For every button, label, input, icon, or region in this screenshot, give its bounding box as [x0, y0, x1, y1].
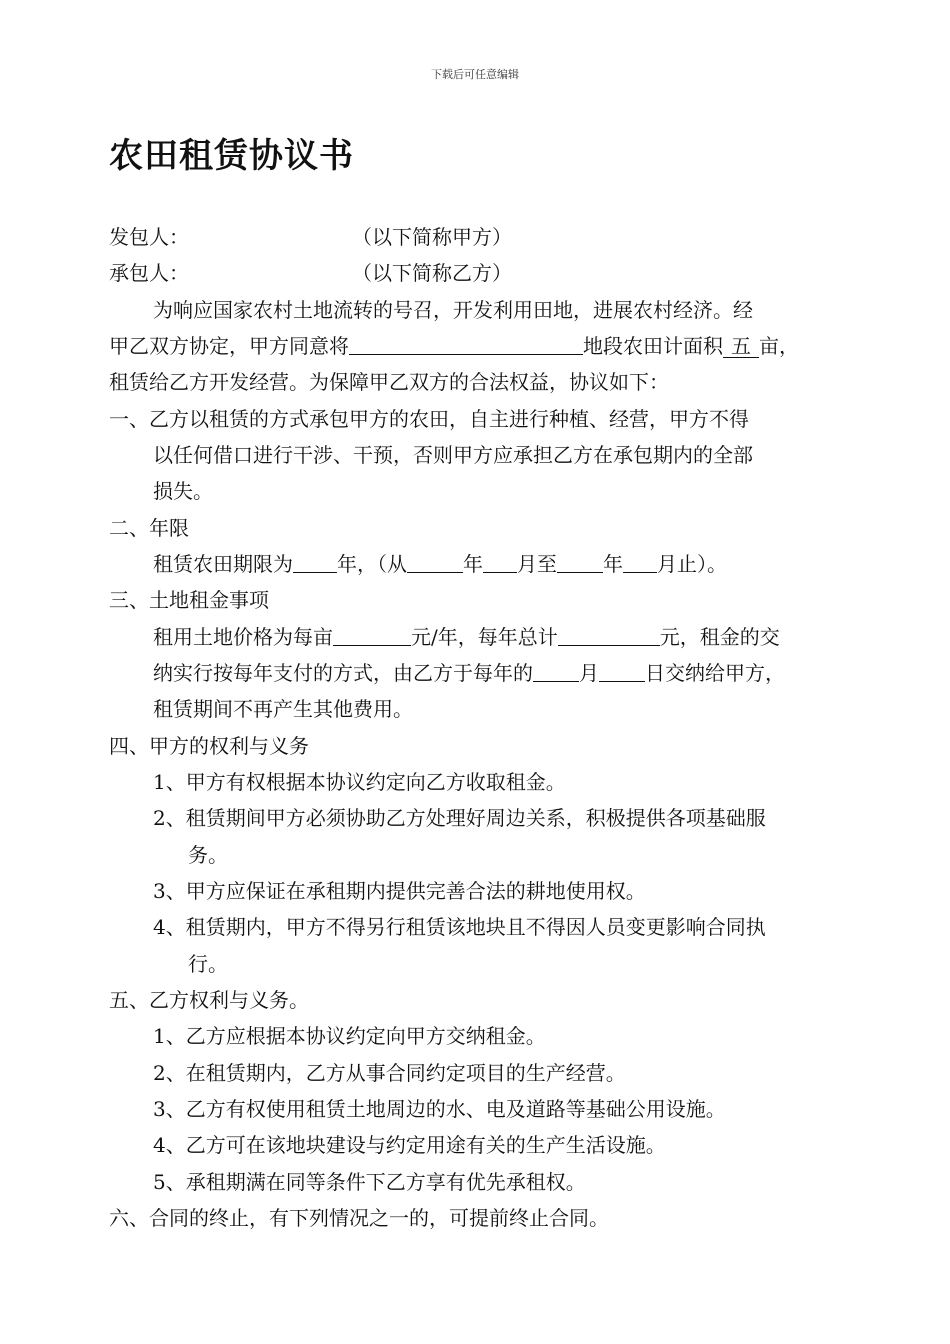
section-4-item-2: 2、租赁期间甲方必须协助乙方处理好周边关系，积极提供各项基础服	[153, 806, 766, 830]
section-2-term-line	[153, 551, 727, 577]
section-3-heading: 三、土地租金事项	[109, 588, 269, 612]
section-3-line-1	[153, 624, 780, 650]
term-years-blank[interactable]	[293, 552, 337, 573]
term-text: 年	[603, 552, 623, 576]
payment-month-blank[interactable]	[533, 661, 579, 682]
section-5-heading: 五、乙方权利与义务。	[109, 988, 309, 1012]
rent-text: 纳实行按每年支付的方式，由乙方于每年的	[153, 661, 533, 685]
area-value[interactable]: 五	[723, 335, 759, 358]
start-year-blank[interactable]	[407, 552, 463, 573]
document-title: 农田租赁协议书	[109, 136, 354, 176]
term-text: 租赁农田期限为	[153, 552, 293, 576]
header-note: 下载后可任意编辑	[431, 68, 519, 81]
intro-line-2	[109, 333, 799, 359]
section-1-line-3: 损失。	[153, 479, 213, 503]
intro-text: 地段农田计面积	[583, 334, 723, 358]
intro-line-1: 为响应国家农村土地流转的号召，开发利用田地，进展农村经济。经	[153, 298, 753, 322]
intro-text: 甲乙双方协定，甲方同意将	[109, 334, 349, 358]
section-5-item-4: 4、乙方可在该地块建设与约定用途有关的生产生活设施。	[153, 1133, 666, 1157]
section-6-heading: 六、合同的终止，有下列情况之一的，可提前终止合同。	[109, 1206, 609, 1230]
section-4-item-4: 4、租赁期内，甲方不得另行租赁该地块且不得因人员变更影响合同执	[153, 915, 766, 939]
start-month-blank[interactable]	[483, 552, 517, 573]
term-text: 年，（从	[337, 552, 407, 576]
rent-text: 租用土地价格为每亩	[153, 625, 333, 649]
party-b-note: （以下简称乙方）	[352, 261, 512, 285]
section-4-item-2-cont: 务。	[188, 843, 228, 867]
rent-text: 月	[579, 661, 599, 685]
end-month-blank[interactable]	[623, 552, 657, 573]
section-5-item-3: 3、乙方有权使用租赁土地周边的水、电及道路等基础公用设施。	[153, 1097, 726, 1121]
term-text: 年	[463, 552, 483, 576]
rent-text: 元/年，每年总计	[411, 625, 558, 649]
rent-text: 日交纳给甲方，	[645, 661, 785, 685]
price-per-mu-blank[interactable]	[333, 625, 411, 646]
section-5-item-1: 1、乙方应根据本协议约定向甲方交纳租金。	[153, 1024, 546, 1048]
term-text: 月止）。	[657, 552, 727, 576]
party-a-label: 发包人：	[109, 225, 189, 249]
land-location-blank[interactable]	[349, 334, 583, 355]
annual-total-blank[interactable]	[558, 625, 660, 646]
term-text: 月至	[517, 552, 557, 576]
section-3-line-2	[153, 660, 785, 686]
end-year-blank[interactable]	[557, 552, 603, 573]
section-1-line-2: 以任何借口进行干涉、干预，否则甲方应承担乙方在承包期内的全部	[153, 443, 753, 467]
section-4-heading: 四、甲方的权利与义务	[109, 734, 309, 758]
section-1-line-1: 一、乙方以租赁的方式承包甲方的农田，自主进行种植、经营，甲方不得	[109, 407, 749, 431]
section-4-item-4-cont: 行。	[188, 952, 228, 976]
party-a-note: （以下简称甲方）	[352, 225, 512, 249]
section-5-item-2: 2、在租赁期内，乙方从事合同约定项目的生产经营。	[153, 1061, 626, 1085]
section-2-heading: 二、年限	[109, 516, 189, 540]
intro-text: 亩，	[759, 334, 799, 358]
intro-line-3: 租赁给乙方开发经营。为保障甲乙双方的合法权益，协议如下：	[109, 370, 669, 394]
payment-day-blank[interactable]	[599, 661, 645, 682]
section-4-item-1: 1、甲方有权根据本协议约定向乙方收取租金。	[153, 770, 566, 794]
party-b-label: 承包人：	[109, 261, 189, 285]
rent-text: 元，租金的交	[659, 625, 780, 649]
section-5-item-5: 5、承租期满在同等条件下乙方享有优先承租权。	[153, 1170, 586, 1194]
section-4-item-3: 3、甲方应保证在承租期内提供完善合法的耕地使用权。	[153, 879, 646, 903]
section-3-line-3: 租赁期间不再产生其他费用。	[153, 697, 413, 721]
